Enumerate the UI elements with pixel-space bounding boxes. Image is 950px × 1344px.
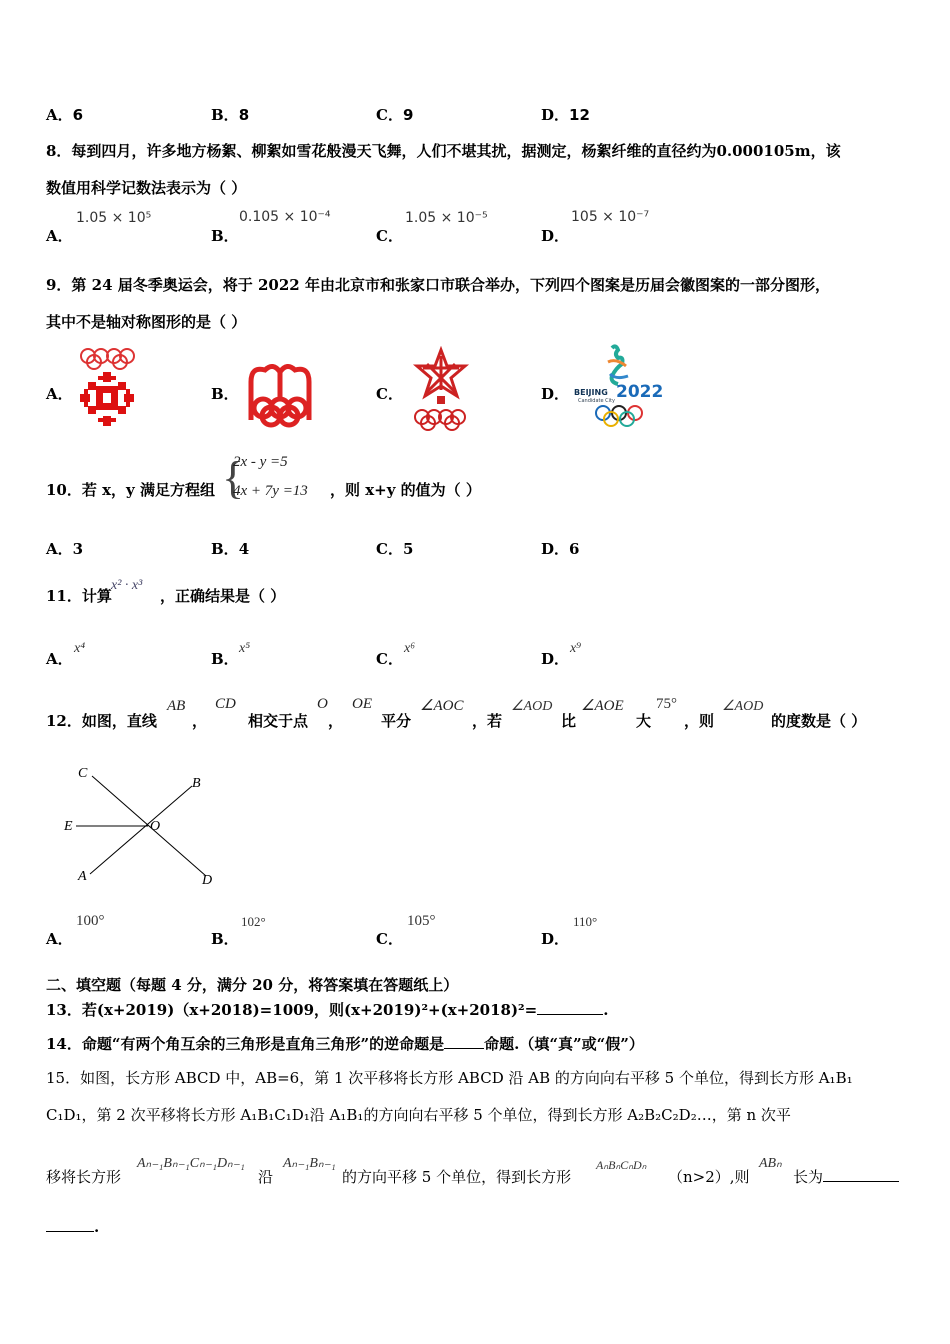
q12-option-b-letter: B． <box>211 930 239 948</box>
q7-option-a: A．6 <box>46 106 84 124</box>
q11-option-d-value: x⁹ <box>570 641 582 656</box>
q12-option-a-letter: A． <box>46 930 73 948</box>
montreal-logo-image <box>243 360 317 430</box>
q11-option-b-letter: B． <box>211 650 239 668</box>
q12-text-3: 相交于点 <box>248 712 309 730</box>
q7-option-d: D．12 <box>541 106 590 124</box>
q15-math-rect-n: AₙBₙCₙDₙ <box>596 1158 647 1172</box>
q12-text-7: 比 <box>561 712 577 730</box>
q11-question-suffix: ，正确结果是（ ） <box>160 587 286 605</box>
q12-math-cd: CD <box>215 696 236 712</box>
q8-option-c-letter: C． <box>376 227 403 245</box>
q8-option-a-letter: A． <box>46 227 73 245</box>
q12-text-10: 的度数是（ ） <box>771 712 867 730</box>
q11-option-a-value: x⁴ <box>74 641 86 656</box>
label-a: A <box>78 869 87 884</box>
section-2-heading: 二、填空题（每题 4 分，满分 20 分，将答案填在答题纸上） <box>46 976 459 994</box>
label-e: E <box>64 819 73 834</box>
q12-text-4: ， <box>328 712 344 730</box>
q12-math-75: 75° <box>656 696 677 712</box>
q12-text-8: 大 <box>636 712 652 730</box>
q12-math-aoe: ∠AOE <box>581 698 624 714</box>
q12-math-ab: AB <box>167 698 186 714</box>
q10-equation-1: 2x - y =5 <box>233 454 288 470</box>
q10-option-b: B．4 <box>211 540 250 558</box>
q11-option-c-value: x⁶ <box>404 641 416 656</box>
q15-line-2: C₁D₁，第 2 次平移将长方形 A₁B₁C₁D₁沿 A₁B₁的方向向右平移 5 个单位，得到长方形 A₂B₂C₂D₂…，第 n 次平 <box>46 1106 791 1124</box>
q15-math-side-n-1: Aₙ₋₁Bₙ₋₁ <box>283 1156 336 1171</box>
q10-option-d: D．6 <box>541 540 580 558</box>
sarajevo-logo-image <box>76 346 140 430</box>
q12-text-1: 12．如图，直线 <box>46 712 157 730</box>
q8-option-d-letter: D． <box>541 227 570 245</box>
q12-option-d-value: 110° <box>573 914 598 929</box>
q15-answer-blank[interactable] <box>823 1167 899 1182</box>
q7-option-b: B．8 <box>211 106 250 124</box>
equation-brace: { <box>222 452 245 503</box>
q15-line-3d: （n>2）,则 <box>668 1168 750 1186</box>
q8-option-a-value: 1.05 × 10⁵ <box>76 210 152 226</box>
q14-question: 14．命题“有两个角互余的三角形是直角三角形”的逆命题是 命题.（填“真”或“假”） <box>46 1035 644 1053</box>
q8-option-b-letter: B． <box>211 227 239 245</box>
q12-math-aod: ∠AOD <box>511 699 553 714</box>
q13-question: 13．若(x+2019)（x+2018)=1009，则(x+2019)²+(x+2018)²= . <box>46 1001 609 1019</box>
q12-text-2: ， <box>192 712 208 730</box>
label-c: C <box>78 766 88 781</box>
q10-option-c: C．5 <box>376 540 414 558</box>
q15-line-3e: 长为 <box>793 1166 899 1187</box>
q15-line-3a: 移将长方形 <box>46 1168 122 1186</box>
q9-option-d-letter: D． <box>541 385 570 403</box>
q10-equation-2: 4x + 7y =13 <box>233 483 308 499</box>
beijing-figure-icon <box>602 344 632 386</box>
q9-question-line1: 9．第 24 届冬季奥运会，将于 2022 年由北京市和张家口市联合举办，下列四个图案是历届会徽图案的一部分图形， <box>46 276 830 294</box>
beijing-2022-logo-image <box>572 344 662 432</box>
q15-math-ab-n: ABₙ <box>759 1156 782 1171</box>
intersecting-lines-figure <box>58 760 228 890</box>
q15-line-3b: 沿 <box>258 1168 274 1186</box>
q8-option-d-value: 105 × 10⁻⁷ <box>571 209 650 225</box>
q8-question-line2: 数值用科学记数法表示为（ ） <box>46 179 247 197</box>
q12-text-9: ，则 <box>684 712 715 730</box>
q8-question-line1: 8．每到四月，许多地方杨絮、柳絮如雪花般漫天飞舞，人们不堪其扰，据测定，杨絮纤维的直径约为0.000105m，该 <box>46 142 841 160</box>
label-d: D <box>202 873 213 888</box>
line-ab <box>90 786 192 874</box>
candidate-city-text: Candidate City <box>578 398 615 404</box>
q11-option-d-letter: D． <box>541 650 570 668</box>
label-b: B <box>192 776 201 791</box>
calgary-logo-image <box>411 346 471 432</box>
beijing-year: 2022 <box>616 382 664 402</box>
q12-option-d-letter: D． <box>541 930 570 948</box>
q14-answer-blank[interactable] <box>444 1034 484 1049</box>
q10-option-a: A．3 <box>46 540 84 558</box>
q12-option-c-value: 105° <box>407 913 436 929</box>
q11-option-a-letter: A． <box>46 650 73 668</box>
q9-option-b-letter: B． <box>211 385 239 403</box>
q7-option-c: C．9 <box>376 106 414 124</box>
q9-option-a-letter: A． <box>46 385 73 403</box>
q11-option-b-value: x⁵ <box>239 641 251 656</box>
q12-option-c-letter: C． <box>376 930 403 948</box>
q11-question-prefix: 11．计算 <box>46 587 112 605</box>
q11-option-c-letter: C． <box>376 650 403 668</box>
q12-math-aod-2: ∠AOD <box>722 699 764 714</box>
q8-option-b-value: 0.105 × 10⁻⁴ <box>239 209 331 225</box>
q15-line-3c: 的方向平移 5 个单位，得到长方形 <box>342 1168 572 1186</box>
q12-math-oe: OE <box>352 696 372 712</box>
q8-option-c-value: 1.05 × 10⁻⁵ <box>405 210 488 226</box>
q15-answer-blank-cont[interactable] <box>46 1217 94 1232</box>
q12-math-o: O <box>317 696 328 712</box>
q15-line-1: 15．如图，长方形 ABCD 中，AB=6，第 1 次平移将长方形 ABCD 沿 AB 的方向向右平移 5 个单位，得到长方形 A₁B₁ <box>46 1069 853 1087</box>
q11-expression: x² · x³ <box>111 578 143 593</box>
label-o: O <box>150 819 161 834</box>
olympic-rings-icon <box>594 404 644 428</box>
q9-question-line2: 其中不是轴对称图形的是（ ） <box>46 313 247 331</box>
q10-question-prefix: 10．若 x，y 满足方程组 <box>46 481 215 499</box>
q13-answer-blank[interactable] <box>537 1000 603 1015</box>
beijing-text: BEIJING <box>574 388 608 397</box>
q9-option-c-letter: C． <box>376 385 403 403</box>
q12-option-a-value: 100° <box>76 913 105 929</box>
q12-text-5: 平分 <box>381 712 412 730</box>
q12-math-aoc: ∠AOC <box>420 698 464 714</box>
q12-option-b-value: 102° <box>241 914 266 929</box>
q15-math-rect-n-1: Aₙ₋₁Bₙ₋₁Cₙ₋₁Dₙ₋₁ <box>137 1156 245 1171</box>
q15-line-4: . <box>46 1217 99 1236</box>
q12-text-6: ，若 <box>472 712 503 730</box>
q10-question-suffix: ，则 x+y 的值为（ ） <box>330 481 481 499</box>
